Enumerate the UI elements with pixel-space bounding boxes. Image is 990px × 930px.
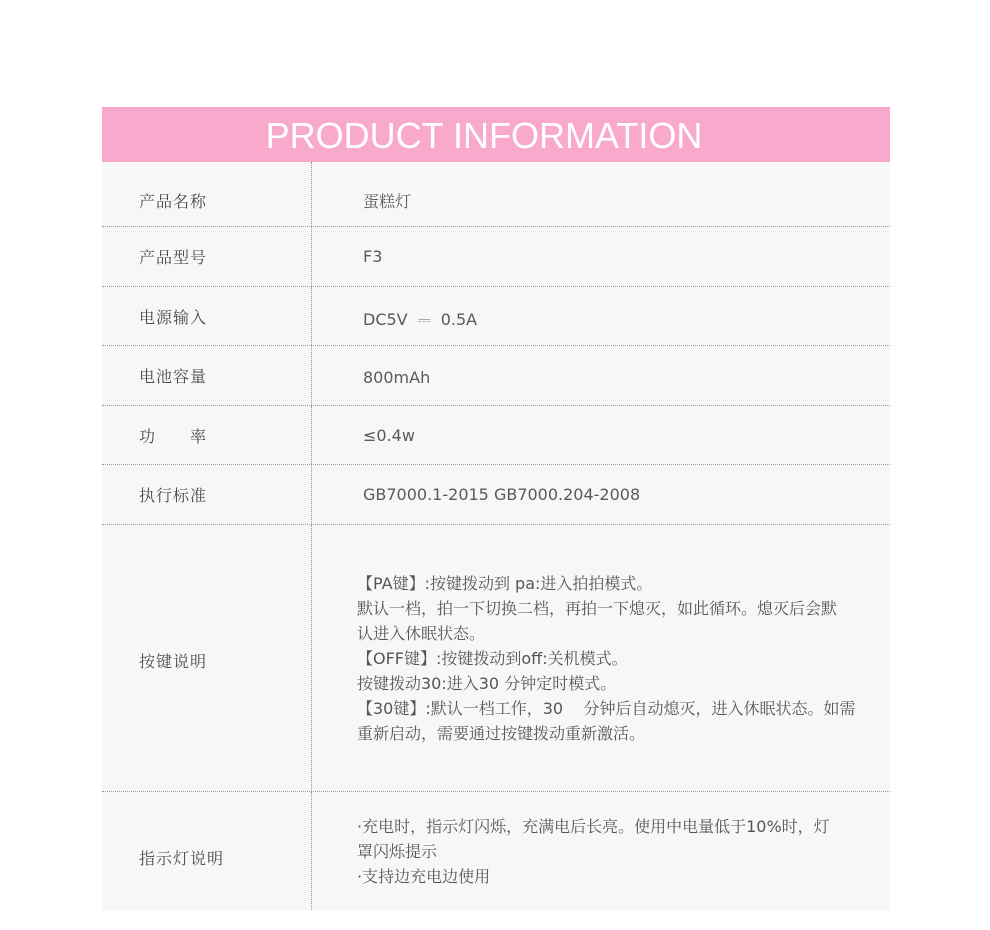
indicator-line: 罩闪烁提示: [357, 841, 438, 861]
row-power: [102, 406, 890, 465]
instruction-line: 【OFF键】:按键拨动到off:关机模式。: [357, 648, 628, 668]
row-label: 指示灯说明: [102, 792, 312, 910]
row-value: F3: [363, 247, 383, 266]
row-product-model: [102, 227, 890, 287]
row-label: 产品名称: [102, 162, 312, 226]
product-info-sheet: [102, 107, 890, 910]
header-banner: [102, 107, 890, 162]
row-value: 蛋糕灯: [363, 191, 412, 211]
indicator-line: ·支持边充电边使用: [357, 866, 491, 886]
row-label: 产品型号: [102, 227, 312, 286]
row-indicator-instructions: [102, 792, 890, 910]
row-value: GB7000.1-2015 GB7000.204-2008: [363, 485, 641, 504]
row-standard: [102, 465, 890, 525]
row-power-input: [102, 287, 890, 346]
row-value: DC5V ⎓ 0.5A: [363, 310, 478, 329]
row-label: 电池容量: [102, 346, 312, 405]
header-title: PRODUCT INFORMATION: [265, 114, 703, 156]
indicator-text: [357, 814, 830, 889]
instruction-text: [357, 571, 855, 746]
row-product-name: [102, 162, 890, 227]
instruction-line: 认进入休眠状态。: [357, 623, 486, 643]
indicator-line: ·充电时，指示灯闪烁，充满电后长亮。使用中电量低于10%时，灯: [357, 816, 830, 836]
instruction-line: 【PA键】:按键拨动到 pa:进入拍拍模式。: [357, 573, 653, 593]
instruction-line: 默认一档，拍一下切换二档，再拍一下熄灭，如此循环。熄灭后会默: [357, 598, 838, 618]
row-label: 功 率: [102, 406, 312, 464]
row-value: 800mAh: [363, 368, 431, 387]
row-value: ≤0.4w: [363, 425, 415, 445]
row-button-instructions: [102, 525, 890, 792]
instruction-line: 按键拨动30:进入30 分钟定时模式。: [357, 673, 617, 693]
row-label: 电源输入: [102, 287, 312, 345]
row-label: 执行标准: [102, 465, 312, 524]
instruction-line: 重新启动，需要通过按键拨动重新激活。: [357, 723, 646, 743]
row-value: [312, 792, 890, 910]
row-battery-capacity: [102, 346, 890, 406]
instruction-line: 【30键】:默认一档工作，30 分钟后自动熄灭，进入休眠状态。如需: [357, 698, 856, 718]
row-value: [312, 525, 890, 791]
row-label: 按键说明: [102, 525, 312, 791]
